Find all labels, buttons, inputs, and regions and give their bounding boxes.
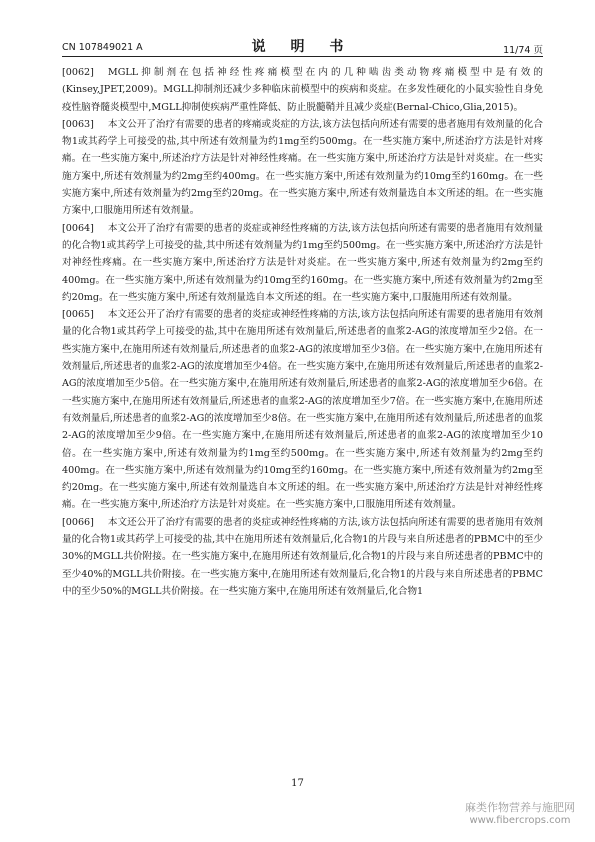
page-number: 17 xyxy=(291,778,304,789)
watermark-site-name: 麻类作物营养与施肥网 xyxy=(465,801,575,814)
paragraph-text: 本文公开了治疗有需要的患者的疼痛或炎症的方法,该方法包括向所述有需要的患者施用有效剂量的化合物1或其药学上可接受的盐,其中所述有效剂量为约1mg至约500mg。在一些实施方案中,所述治疗方法是针对疼痛。在一些实施方案中,所述治疗方法是针对神经性疼痛。在一些实施方案中,所述治疗方法是针对炎症。在一些实施方案中,所述有效剂量为约2mg至约400mg。在一些实施方案中,所述有效剂量为约10mg至约160mg。在一些实施方案中,所述有效剂量为约2mg至约20mg。在一些实施方案中,所述有效剂量选自本文所述的组。在一些实施方案中,口服施用所述有效剂量。 xyxy=(62,118,543,217)
patent-number: CN 107849021 A xyxy=(62,42,143,53)
paragraph-number: [0066] xyxy=(62,516,94,528)
paragraph-0066 xyxy=(62,514,543,600)
paragraph-0064 xyxy=(62,220,543,306)
paragraph-number: [0064] xyxy=(62,222,94,234)
paragraph-number: [0062] xyxy=(62,67,94,78)
document-title: 说 明 书 xyxy=(251,39,354,55)
page-header xyxy=(62,36,543,57)
paragraph-0065 xyxy=(62,306,543,514)
paragraph-number: [0065] xyxy=(62,309,94,321)
paragraph-text: 本文公开了治疗有需要的患者的炎症或神经性疼痛的方法,该方法包括向所述有需要的患者施用有效剂量的化合物1或其药学上可接受的盐,其中所述有效剂量为约1mg至约500mg。在一些实施方案中,所述治疗方法是针对神经性疼痛。在一些实施方案中,所述治疗方法是针对炎症。在一些实施方案中,所述有效剂量为约2mg至约400mg。在一些实施方案中,所述有效剂量为约10mg至约160mg。在一些实施方案中,所述有效剂量为约2mg至约20mg。在一些实施方案中,所述有效剂量选自本文所述的组。在一些实施方案中,口服施用所述有效剂量。 xyxy=(62,222,543,303)
page-indicator: 11/74 页 xyxy=(503,45,543,56)
document-body xyxy=(62,64,543,600)
paragraph-number: [0063] xyxy=(62,118,94,130)
paragraph-text: MGLL抑制剂在包括神经性疼痛模型在内的几种啮齿类动物疼痛模型中是有效的(Kinsey,JPET,2009)。MGLL抑制剂还减少多种临床前模型中的疾病和炎症。在多发性硬化的小鼠实验性自身免疫性脑脊髓炎模型中,MGLL抑制使疾病严重性降低、防止脱髓鞘并且减少炎症(Bernal-Chico,Glia,2015)。 xyxy=(62,67,543,113)
watermark-url: www.fibercrops.com xyxy=(469,815,571,826)
paragraph-text: 本文还公开了治疗有需要的患者的炎症或神经性疼痛的方法,该方法包括向所述有需要的患者施用有效剂量的化合物1或其药学上可接受的盐,其中在施用所述有效剂量后,所述患者的血浆2-AG的浓度增加至少2倍。在一些实施方案中,在施用所述有效剂量后,所述患者的血浆2-AG的浓度增加至少3倍。在一些实施方案中,在施用所述有效剂量后,所述患者的血浆2-AG的浓度增加至少4倍。在一些实施方案中,在施用所述有效剂量后,所述患者的血浆2-AG的浓度增加至少5倍。在一些实施方案中,在施用所述有效剂量后,所述患者的血浆2-AG的浓度增加至少6倍。在一些实施方案中,在施用所述有效剂量后,所述患者的血浆2-AG的浓度增加至少7倍。在一些实施方案中,在施用所述有效剂量后,所述患者的血浆2-AG的浓度增加至少8倍。在一些实施方案中,在施用所述有效剂量后,所述患者的血浆2-AG的浓度增加至少9倍。在一些实施方案中,在施用所述有效剂量后,所述患者的血浆2-AG的浓度增加至少10倍。在一些实施方案中,所述有效剂量为约1mg至约500mg。在一些实施方案中,所述有效剂量为约2mg至约400mg。在一些实施方案中,所述有效剂量为约10mg至约160mg。在一些实施方案中,所述有效剂量为约2mg至约20mg。在一些实施方案中,所述有效剂量选自本文所述的组。在一些实施方案中,所述治疗方法是针对神经性疼痛。在一些实施方案中,所述治疗方法是针对炎症。在一些实施方案中,口服施用所述有效剂量。 xyxy=(62,309,543,511)
paragraph-text: 本文还公开了治疗有需要的患者的炎症或神经性疼痛的方法,该方法包括向所述有需要的患者施用有效剂量的化合物1或其药学上可接受的盐,其中在施用所述有效剂量后,化合物1的片段与来自所述患者的PBMC中的至少30%的MGLL共价附接。在一些实施方案中,在施用所述有效剂量后,化合物1的片段与来自所述患者的PBMC中的至少40%的MGLL共价附接。在一些实施方案中,在施用所述有效剂量后,化合物1的片段与来自所述患者的PBMC中的至少50%的MGLL共价附接。在一些实施方案中,在施用所述有效剂量后,化合物1 xyxy=(62,516,543,597)
paragraph-0062 xyxy=(62,64,543,116)
watermark xyxy=(465,799,575,826)
paragraph-0063 xyxy=(62,116,543,220)
